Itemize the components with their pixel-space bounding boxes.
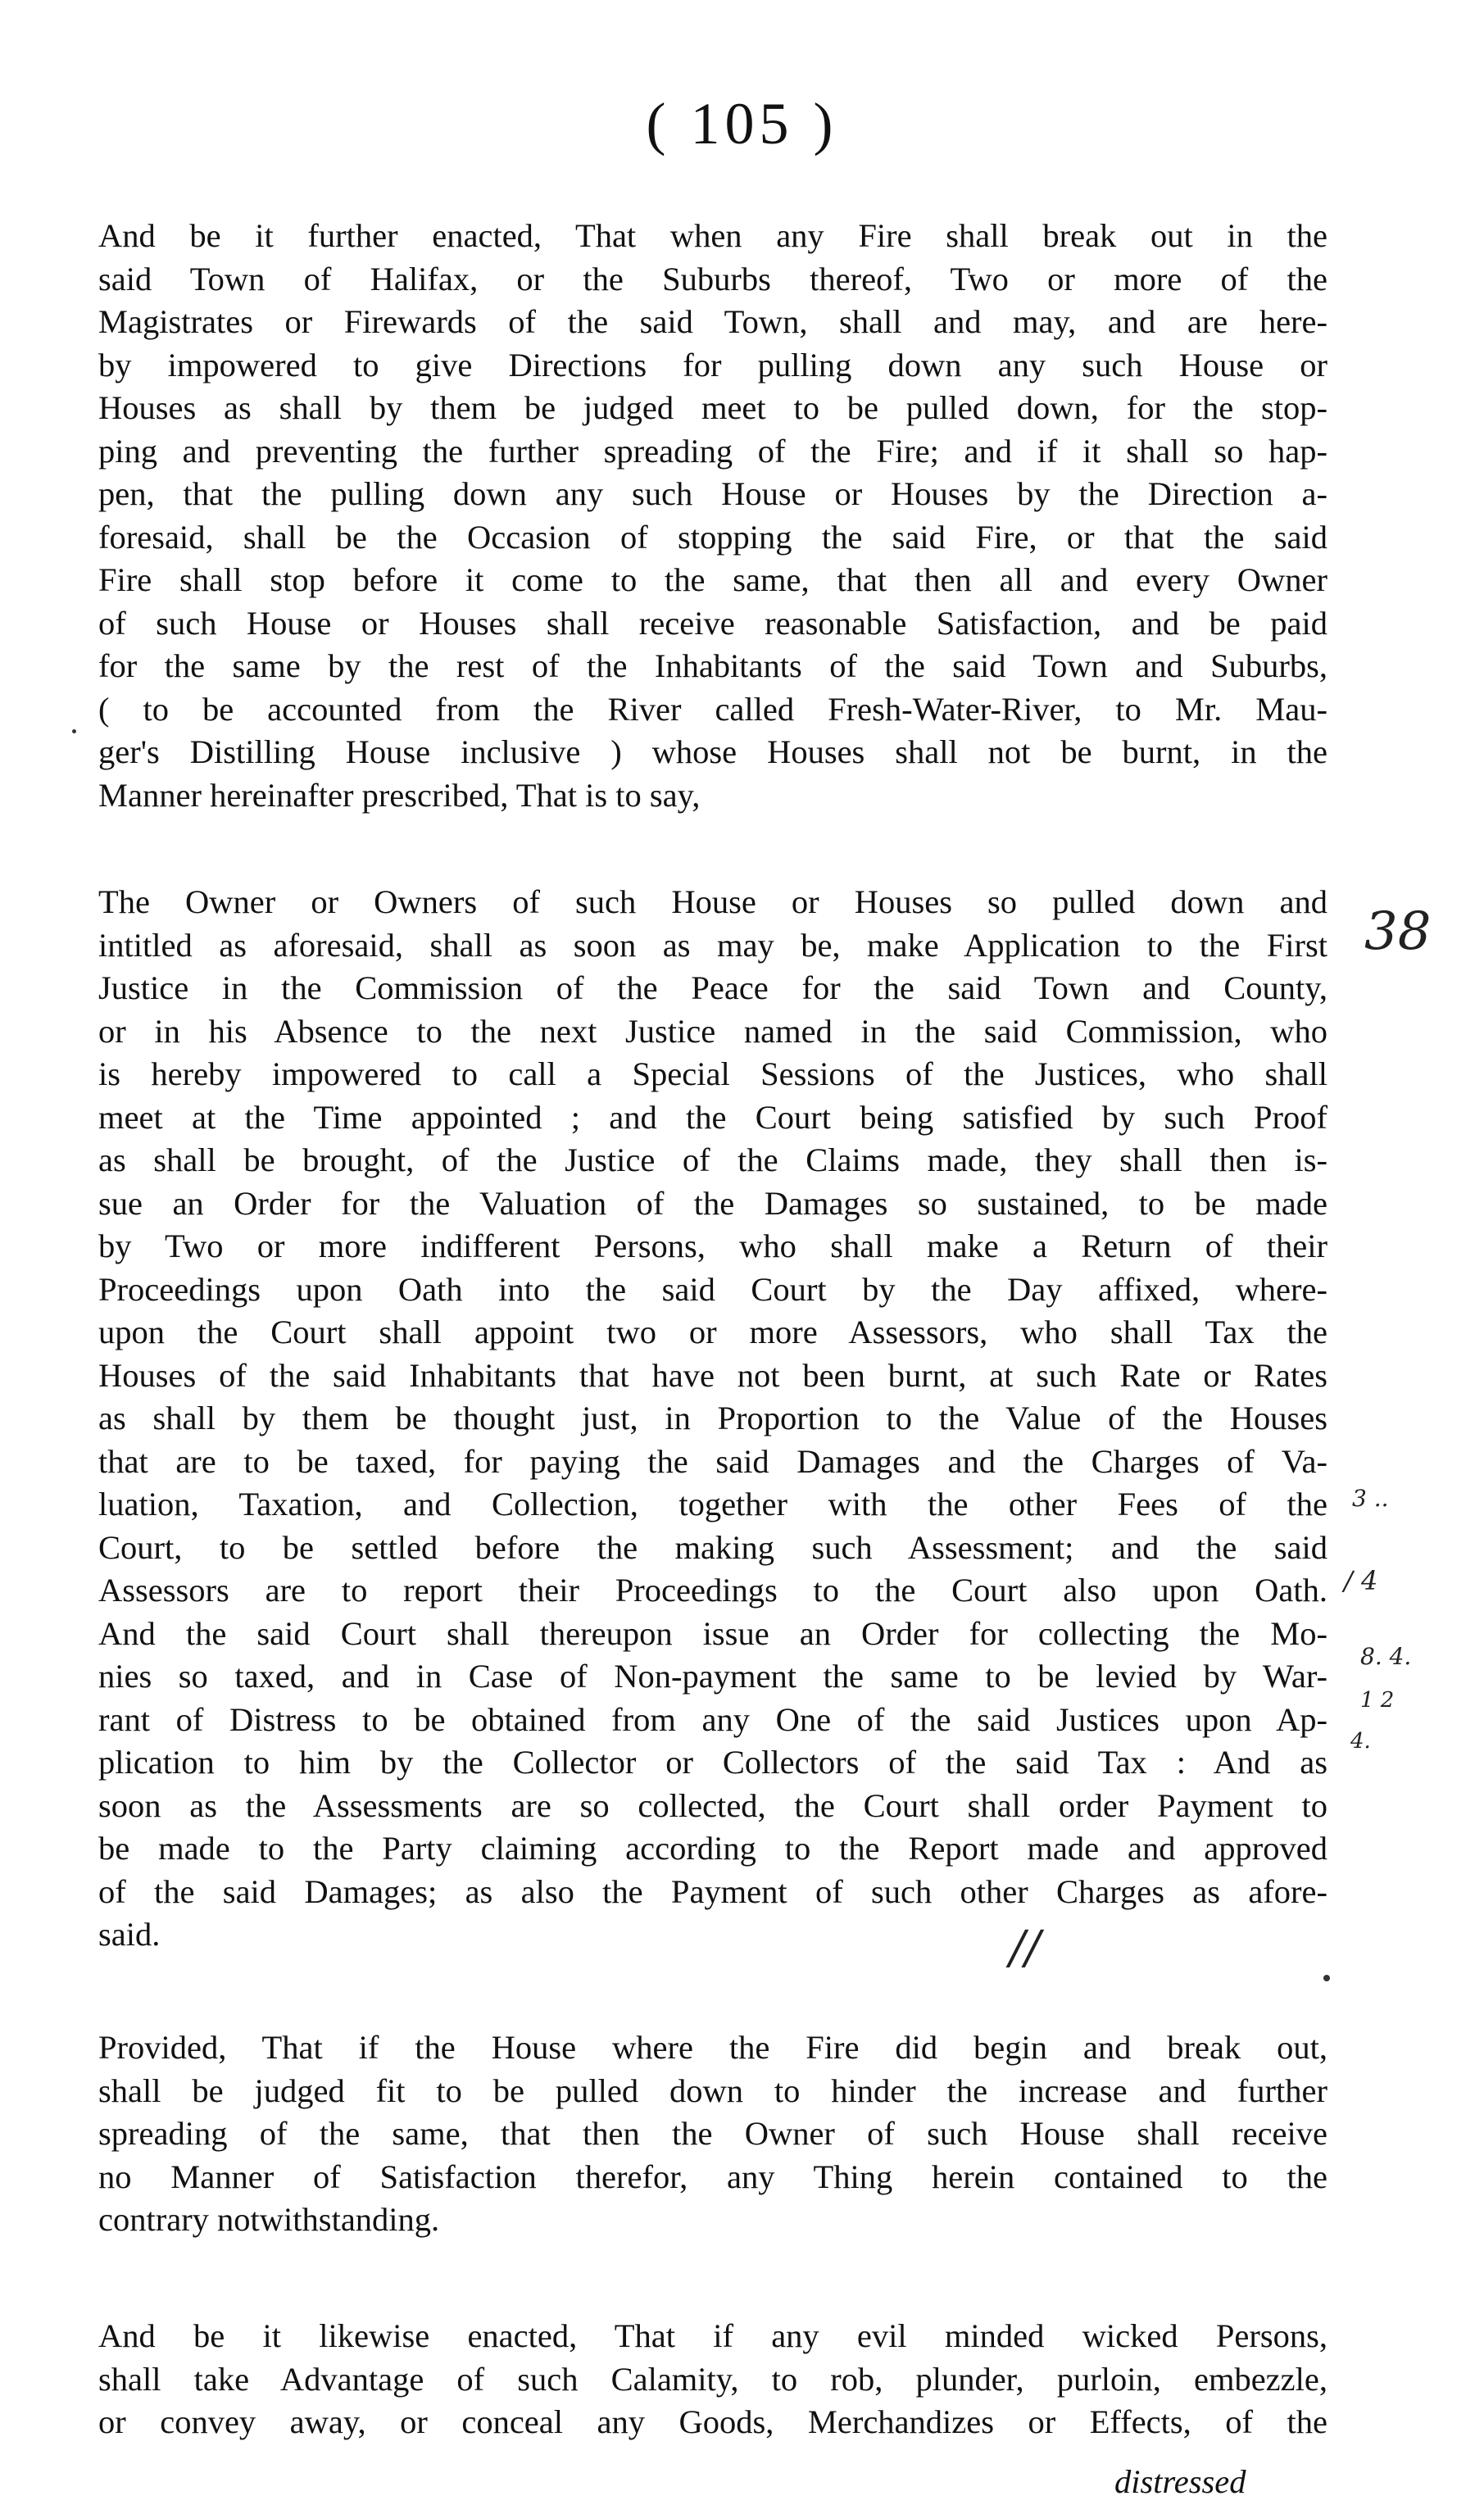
ink-speck <box>72 729 76 733</box>
text-line: Magistrates or Firewards of the said Town, shall and may, and are here- <box>98 303 1327 340</box>
margin-note: 3 .. <box>1352 1485 1389 1512</box>
text-line: luation, Taxation, and Collection, together with the other Fees of the <box>98 1486 1327 1522</box>
text-line: by impowered to give Directions for pulling down any such House or <box>98 346 1327 383</box>
margin-note: 4. <box>1350 1729 1371 1754</box>
text-line: nies so taxed, and in Case of Non-payment the same to be levied by War- <box>98 1658 1327 1695</box>
text-line: Proceedings upon Oath into the said Court by the Day affixed, where- <box>98 1270 1327 1308</box>
text-line: soon as the Assessments are so collected, the Court shall order Payment to <box>98 1786 1327 1824</box>
margin-note: // <box>1010 1922 1041 1975</box>
text-line: Manner hereinafter prescribed, That is to say, <box>98 776 701 814</box>
text-line: And be it further enacted, That when any Fire shall break out in the <box>98 217 1327 254</box>
text-line: said. <box>98 1916 161 1953</box>
margin-note: / 4 <box>1344 1565 1378 1596</box>
text-line: And be it likewise enacted, That if any evil minded wicked Persons, <box>98 2317 1327 2354</box>
text-line: The Owner or Owners of such House or Houses so pulled down and <box>98 883 1327 920</box>
text-line: or in his Absence to the next Justice named in the said Commission, who <box>98 1012 1327 1050</box>
paragraph-proviso <box>98 2026 1327 2242</box>
page-number: ( 105 ) <box>646 91 838 157</box>
text-line: plication to him by the Collector or Collectors of the said Tax : And as <box>98 1744 1327 1781</box>
text-line: as shall be brought, of the Justice of the Claims made, they shall then is- <box>98 1141 1327 1178</box>
text-line: of such House or Houses shall receive reasonable Satisfaction, and be paid <box>98 604 1327 642</box>
text-line: said Town of Halifax, or the Suburbs thereof, Two or more of the <box>98 260 1327 297</box>
text-line: by Two or more indifferent Persons, who shall make a Return of their <box>98 1228 1327 1264</box>
catchword: distressed <box>1114 2463 1246 2500</box>
text-line: or convey away, or conceal any Goods, Merchandizes or Effects, of the <box>98 2403 1327 2440</box>
text-line: Houses as shall by them be judged meet to be pulled down, for the stop- <box>98 389 1327 426</box>
paragraph-owner-application <box>98 881 1327 1957</box>
text-line: And the said Court shall thereupon issue an Order for collecting the Mo- <box>98 1614 1327 1652</box>
text-line: is hereby impowered to call a Special Sessions of the Justices, who shall <box>98 1055 1327 1092</box>
text-line: Fire shall stop before it come to the same, that then all and every Owner <box>98 561 1327 598</box>
text-line: sue an Order for the Valuation of the Damages so sustained, to be made <box>98 1184 1327 1222</box>
text-line: spreading of the same, that then the Owner of such House shall receive <box>98 2115 1327 2152</box>
paragraph-plunder-clause <box>98 2315 1327 2444</box>
text-line: ( to be accounted from the River called Fresh-Water-River, to Mr. Mau- <box>98 690 1327 728</box>
margin-note: 1 2 <box>1360 1688 1395 1713</box>
text-line: shall take Advantage of such Calamity, to rob, plunder, purloin, embezzle, <box>98 2360 1327 2398</box>
text-line: be made to the Party claiming according to the Report made and approved <box>98 1830 1327 1867</box>
text-line: ger's Distilling House inclusive ) whose Houses shall not be burnt, in the <box>98 733 1327 770</box>
margin-note: 38 <box>1364 901 1432 962</box>
text-line: as shall by them be thought just, in Proportion to the Value of the Houses <box>98 1400 1327 1436</box>
text-line: pen, that the pulling down any such House or Houses by the Direction a- <box>98 475 1327 512</box>
text-line: ping and preventing the further spreading of the Fire; and if it shall so hap- <box>98 432 1327 470</box>
text-line: Assessors are to report their Proceedings to the Court also upon Oath. <box>98 1572 1327 1609</box>
text-line: Justice in the Commission of the Peace for the said Town and County, <box>98 969 1327 1006</box>
text-line: for the same by the rest of the Inhabitants of the said Town and Suburbs, <box>98 647 1327 684</box>
text-line: no Manner of Satisfaction therefor, any Thing herein contained to the <box>98 2158 1327 2195</box>
margin-note: 8. 4. <box>1360 1643 1412 1670</box>
text-line: foresaid, shall be the Occasion of stopping the said Fire, or that the said <box>98 518 1327 556</box>
text-line: rant of Distress to be obtained from any One of the said Justices upon Ap- <box>98 1700 1327 1738</box>
text-line: Provided, That if the House where the Fire did begin and break out, <box>98 2029 1327 2066</box>
text-line: Court, to be settled before the making such Assessment; and the said <box>98 1528 1327 1566</box>
text-line: shall be judged fit to be pulled down to hinder the increase and further <box>98 2072 1327 2109</box>
text-line: Houses of the said Inhabitants that have not been burnt, at such Rate or Rates <box>98 1356 1327 1394</box>
text-line: contrary notwithstanding. <box>98 2201 440 2238</box>
text-line: intitled as aforesaid, shall as soon as may be, make Application to the First <box>98 926 1327 964</box>
text-line: that are to be taxed, for paying the said Damages and the Charges of Va- <box>98 1442 1327 1480</box>
text-line: of the said Damages; as also the Payment of such other Charges as afore- <box>98 1872 1327 1910</box>
text-line: upon the Court shall appoint two or more Assessors, who shall Tax the <box>98 1314 1327 1350</box>
paragraph-fire-directions <box>98 215 1327 817</box>
text-line: meet at the Time appointed ; and the Court being satisfied by such Proof <box>98 1098 1327 1136</box>
ink-speck <box>1323 1975 1330 1981</box>
